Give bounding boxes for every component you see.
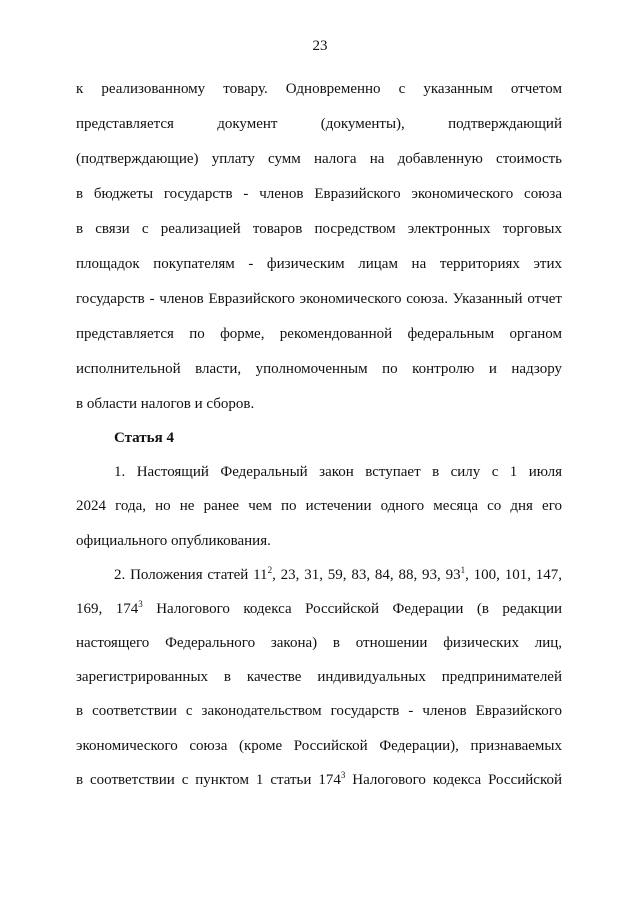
superscript: 1 [460,565,466,575]
paragraph-line: исполнительной власти, уполномоченным по контролю и надзору [76,361,562,377]
paragraph-line: в связи с реализацией товаров посредством электронных торговых [76,221,562,237]
paragraph-line: представляется документ (документы), подтверждающий [76,116,562,132]
clause-line [114,566,562,584]
paragraph-line: (подтверждающие) уплату сумм налога на добавленную стоимость [76,151,562,167]
text-span: в соответствии с пунктом 1 статьи 174 [76,772,341,788]
article-heading: Статья 4 [114,430,174,446]
paragraph-line: государств - членов Евразийского экономического союза. Указанный отчет [76,291,562,307]
text-span: , 100, 101, 147, [465,567,562,583]
paragraph-line: в бюджеты государств - членов Евразийского экономического союза [76,186,562,202]
text-span: Налогового кодекса Российской Федерации (в редакции [142,601,563,617]
superscript: 3 [340,770,346,780]
paragraph-line: к реализованному товару. Одновременно с указанным отчетом [76,81,562,97]
paragraph-line: в области налогов и сборов. [76,396,255,412]
text-span: 2. Положения статей 11 [114,567,268,583]
superscript: 3 [138,599,143,609]
paragraph-line: представляется по форме, рекомендованной федеральным органом [76,326,562,342]
clause-line: в соответствии с законодательством государств - членов Евразийского [76,703,562,719]
text-span: 169, 174 [76,601,139,617]
text-span: Налогового кодекса Российской [345,772,562,788]
clause-line [76,600,562,618]
superscript: 2 [267,565,273,575]
clause-line: настоящего Федерального закона) в отношении физических лиц, [76,635,562,651]
clause-line: 1. Настоящий Федеральный закон вступает в силу с 1 июля [114,464,562,480]
clause-line: экономического союза (кроме Российской Федерации), признаваемых [76,738,562,754]
clause-line: официального опубликования. [76,533,271,549]
paragraph-line: площадок покупателям - физическим лицам на территориях этих [76,256,562,272]
clause-line: зарегистрированных в качестве индивидуальных предпринимателей [76,669,562,685]
clause-line [76,771,562,789]
clause-line: 2024 года, но не ранее чем по истечении одного месяца со дня его [76,498,562,514]
page-number: 23 [312,38,328,54]
text-span: , 23, 31, 59, 83, 84, 88, 93, 93 [272,567,461,583]
